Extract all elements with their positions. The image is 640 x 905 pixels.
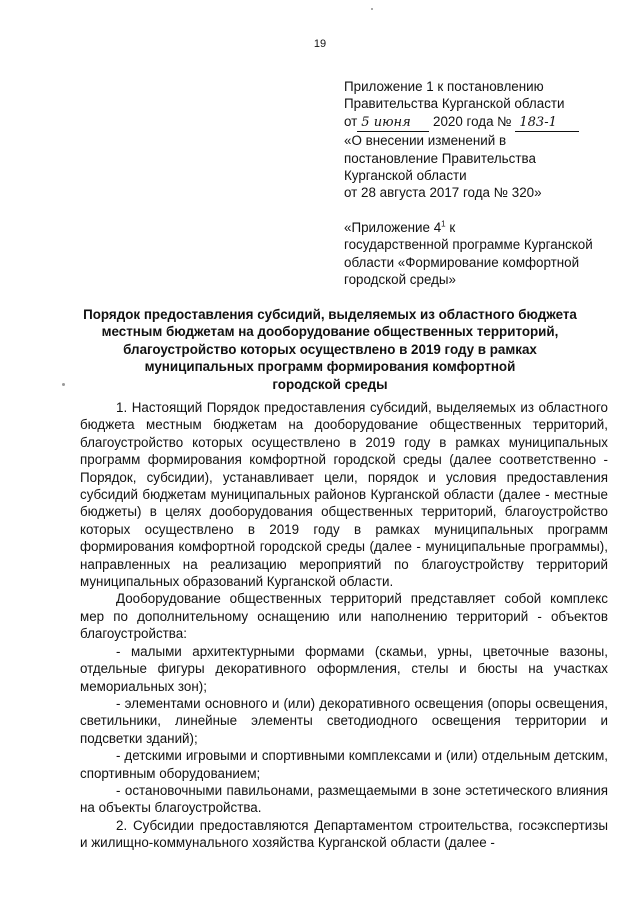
appendix2-sup: 1 xyxy=(441,219,446,229)
title-line-5: городской среды xyxy=(272,376,388,392)
appendix2-line-2: государственной программе Курганской xyxy=(344,237,593,253)
appendix-line-2: Правительства Курганской области xyxy=(344,96,565,112)
appendix-line-4: «О внесении изменений в xyxy=(344,133,507,149)
paragraph-7: 2. Субсидии предоставляются Департаментом строительства, госэкспертизы и жилищно-коммунального хозяйства Курганской области (далее - xyxy=(80,817,608,851)
handwritten-number: 183-1 xyxy=(515,114,579,132)
appendix-header xyxy=(344,78,614,288)
title-line-3: благоустройство которых осуществлено в 2019 году в рамках xyxy=(123,341,537,357)
scan-artifact xyxy=(62,383,65,386)
appendix-date-line xyxy=(344,113,614,132)
appendix-line-5: постановление Правительства xyxy=(344,150,536,166)
paragraph-3: - малыми архитектурными формами (скамьи, урны, цветочные вазоны, отдельные фигуры декоративного оформления, стелы и бюсты на участках мемориальных зон); xyxy=(80,643,608,694)
paragraph-2: Дооборудование общественных территорий представляет собой комплекс мер по дополнительному оснащению или наполнению территорий - объектов благоустройства: xyxy=(80,591,608,642)
appendix-line-7: от 28 августа 2017 года № 320» xyxy=(344,185,542,201)
appendix2-line-1-post: к xyxy=(445,219,456,235)
title-line-4: муниципальных программ формирования комфортной xyxy=(144,359,516,375)
scan-artifact xyxy=(371,8,373,10)
appendix2-line-1 xyxy=(344,219,614,236)
appendix-line-6: Курганской области xyxy=(344,168,467,184)
title-line-2: местным бюджетам на дооборудование общественных территорий, xyxy=(101,324,559,340)
paragraph-1: 1. Настоящий Порядок предоставления субсидий, выделяемых из областного бюджета местным бюджетам на дооборудование общественных территорий, благоустройство которых осуществлено в 2019 году в рамках муниципальных программ формирования комфортной городской среды (далее соответственно - Порядок, субсидии), устанавливает цели, порядок и условия предоставления субсидий бюджетам муниципальных районов Курганской области (далее - местные бюджеты) в целях дооборудования общественных территорий, благоустройство которых осуществлено в 2019 году в рамках муниципальных программ формирования комфортной городской среды (далее - муниципальные программы), направленных на реализацию мероприятий по благоустройству территорий муниципальных образований Курганской области. xyxy=(80,400,608,590)
appendix-line-1: Приложение 1 к постановлению xyxy=(344,79,544,94)
spacer xyxy=(344,202,614,219)
paragraph-4: - элементами основного и (или) декоративного освещения (опоры освещения, светильники, линейные элементы светодиодного освещения территории и подсветки зданий); xyxy=(80,695,608,746)
document-title xyxy=(70,306,590,393)
date-suffix: 2020 года № xyxy=(433,113,512,129)
paragraph-6: - остановочными павильонами, размещаемыми в зоне эстетического влияния на объекты благоустройства. xyxy=(80,782,608,816)
page-number: 19 xyxy=(313,38,327,50)
date-prefix: от xyxy=(344,113,358,129)
handwritten-date: 5 июня xyxy=(357,114,429,132)
appendix2-line-3: области «Формирование комфортной xyxy=(344,254,580,270)
paragraph-5: - детскими игровыми и спортивными комплексами и (или) отдельным детским, спортивным оборудованием; xyxy=(80,748,608,781)
title-line-1: Порядок предоставления субсидий, выделяемых из областного бюджета xyxy=(83,307,577,322)
appendix2-line-4: городской среды» xyxy=(344,272,456,288)
document-body xyxy=(80,399,608,852)
appendix2-line-1-pre: «Приложение 4 xyxy=(344,219,442,235)
